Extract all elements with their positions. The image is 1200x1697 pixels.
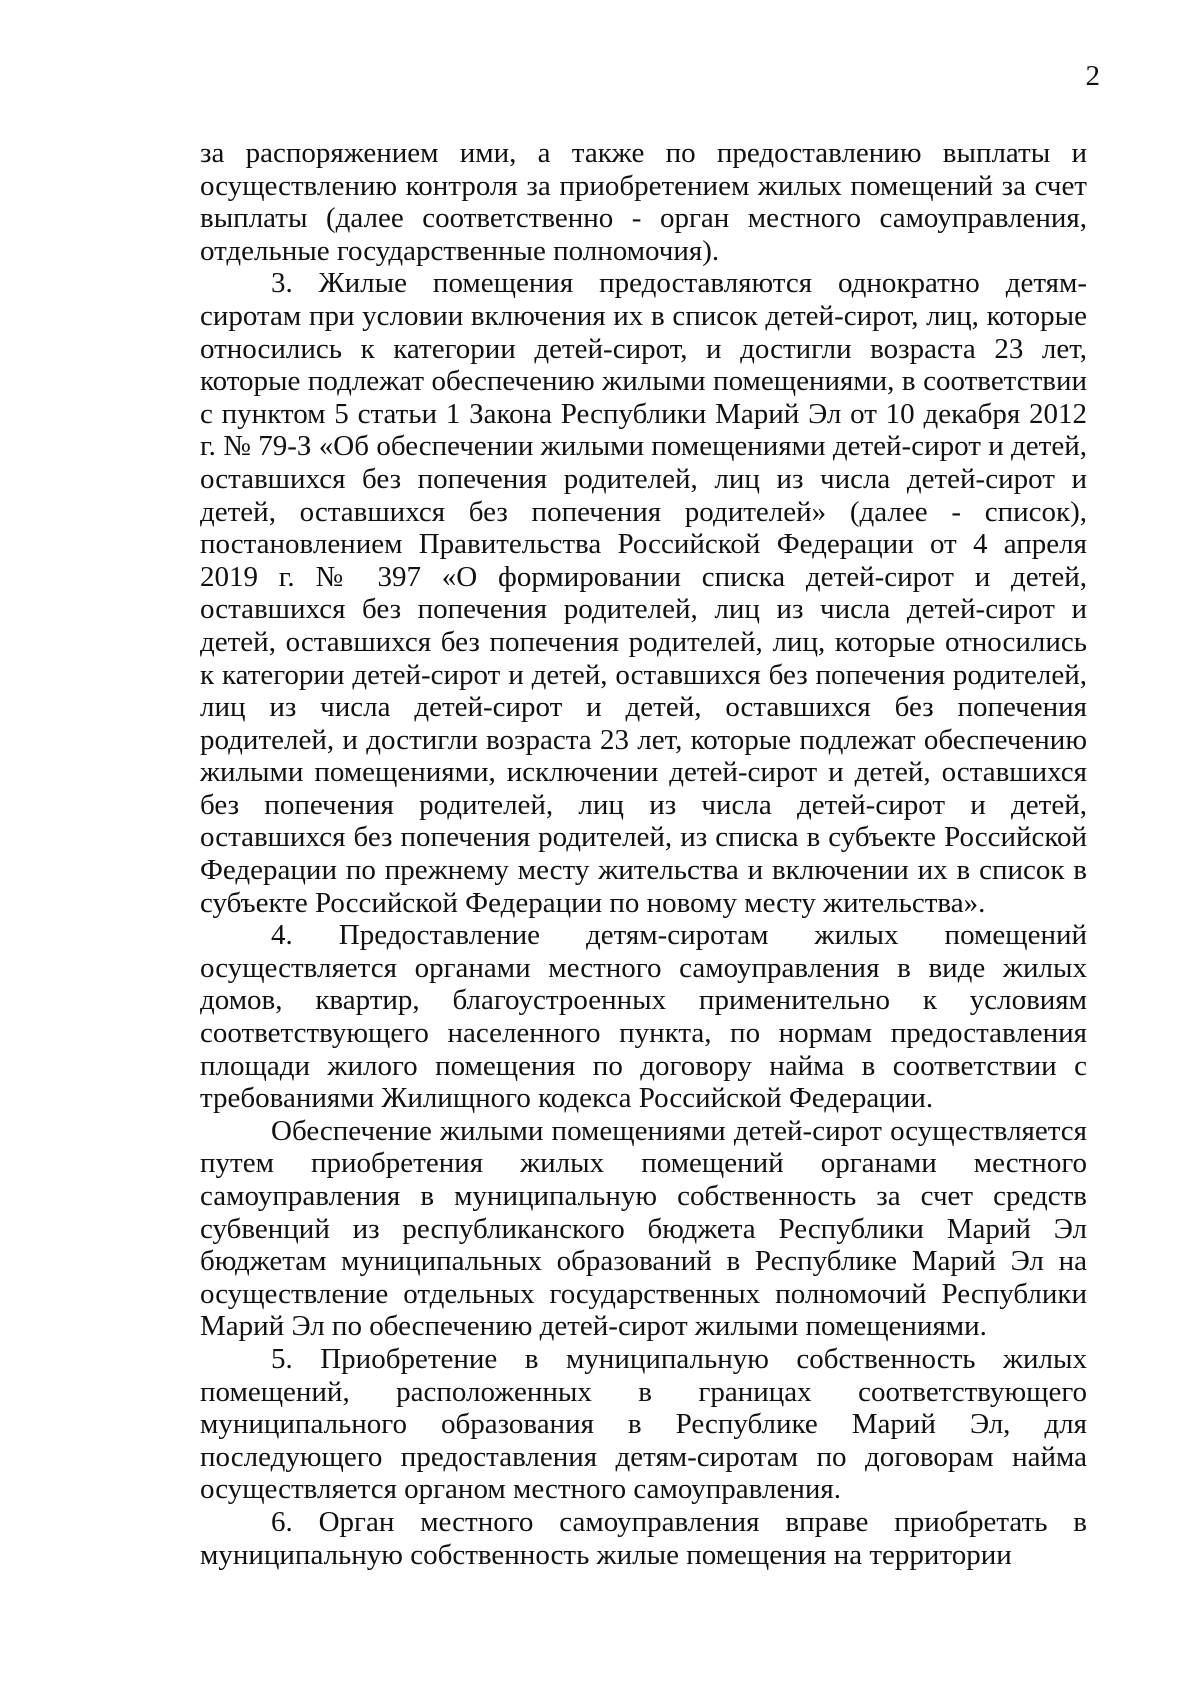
page-number: 2: [1085, 60, 1100, 92]
paragraph-provision: Обеспечение жилыми помещениями детей-сирот осуществляется путем приобретения жилых помещений органами местного самоуправления в муниципальную собственность за счет средств субвенций из республиканского бюджета Республики Марий Эл бюджетам муниципальных образований в Республике Марий Эл на осуществление отдельных государственных полномочий Республики Марий Эл по обеспечению детей-сирот жилыми помещениями.: [200, 1114, 1087, 1343]
paragraph-item-3: 3. Жилые помещения предоставляются однократно детям-сиротам при условии включения их в список детей-сирот, лиц, которые относились к категории детей-сирот, и достигли возраста 23 лет, которые подлежат обеспечению жилыми помещениями, в соответствии с пунктом 5 статьи 1 Закона Республики Марий Эл от 10 декабря 2012 г. № 79-З «Об обеспечении жилыми помещениями детей-сирот и детей, оставшихся без попечения родителей, лиц из числа детей-сирот и детей, оставшихся без попечения родителей» (далее - список), постановлением Правительства Российской Федерации от 4 апреля 2019 г. № 397 «О формировании списка детей-сирот и детей, оставшихся без попечения родителей, лиц из числа детей-сирот и детей, оставшихся без попечения родителей, лиц, которые относились к категории детей-сирот и детей, оставшихся без попечения родителей, лиц из числа детей-сирот и детей, оставшихся без попечения родителей, и достигли возраста 23 лет, которые подлежат обеспечению жилыми помещениями, исключении детей-сирот и детей, оставшихся без попечения родителей, лиц из числа детей-сирот и детей, оставшихся без попечения родителей, из списка в субъекте Российской Федерации по прежнему месту жительства и включении их в список в субъекте Российской Федерации по новому месту жительства».: [200, 267, 1087, 919]
paragraph-item-4: 4. Предоставление детям-сиротам жилых помещений осуществляется органами местного самоуправления в виде жилых домов, квартир, благоустроенных применительно к условиям соответствующего населенного пункта, по нормам предоставления площади жилого помещения по договору найма в соответствии с требованиями Жилищного кодекса Российской Федерации.: [200, 919, 1087, 1115]
document-body: [200, 137, 1087, 1571]
paragraph-item-5: 5. Приобретение в муниципальную собственность жилых помещений, расположенных в границах соответствующего муниципального образования в Республике Марий Эл, для последующего предоставления детям-сиротам по договорам найма осуществляется органом местного самоуправления.: [200, 1342, 1087, 1506]
paragraph-continuation: за распоряжением ими, а также по предоставлению выплаты и осуществлению контроля за приобретением жилых помещений за счет выплаты (далее соответственно - орган местного самоуправления, отдельные государственные полномочия).: [200, 137, 1087, 267]
paragraph-item-6: 6. Орган местного самоуправления вправе приобретать в муниципальную собственность жилые помещения на территории: [200, 1505, 1087, 1571]
